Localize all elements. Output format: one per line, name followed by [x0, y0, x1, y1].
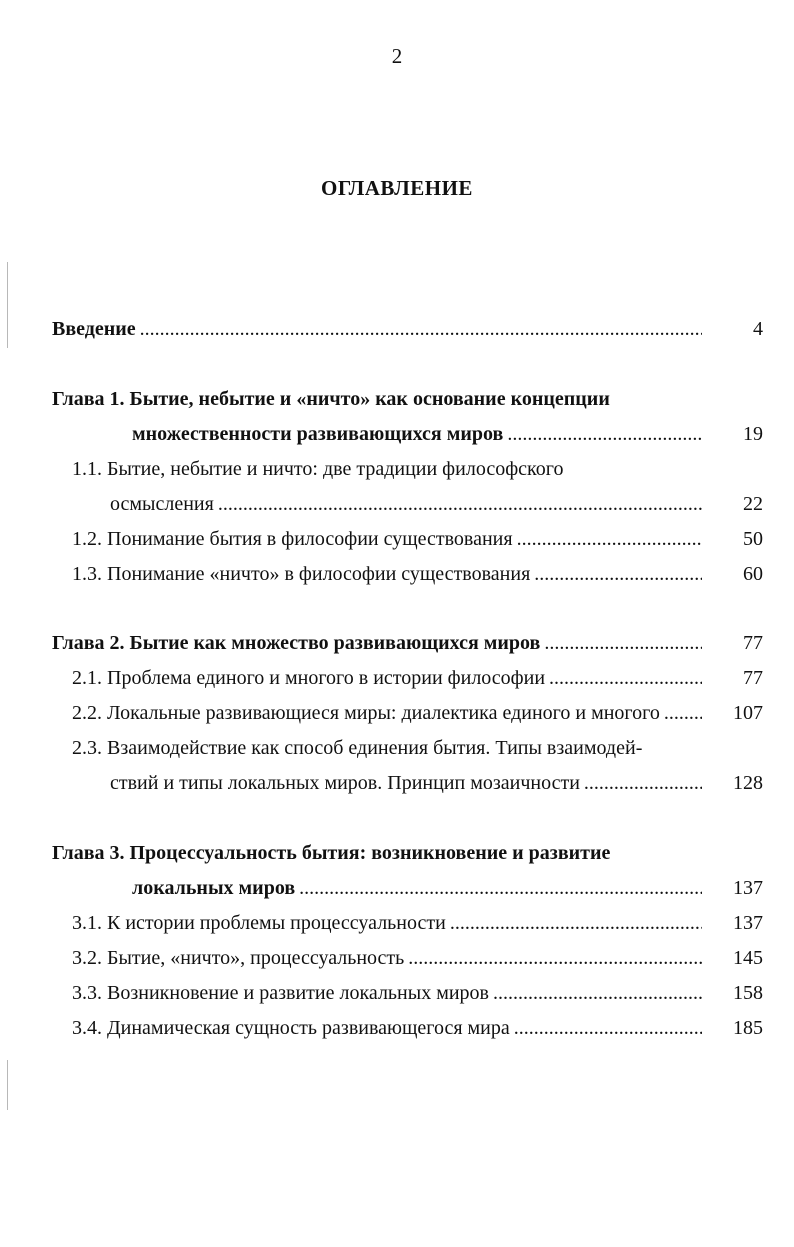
leader-dots: [517, 524, 702, 554]
toc-entry-text: 1.3. Понимание «ничто» в философии существования: [72, 563, 531, 585]
toc-entry-text: 3.4. Динамическая сущность развивающегося мира: [72, 1017, 510, 1039]
toc-page-number: 50: [743, 528, 763, 550]
toc-section-2-1[interactable]: [72, 663, 706, 693]
leader-dots: [584, 768, 702, 798]
leader-dots: [514, 1013, 702, 1043]
toc-page-number: 137: [733, 912, 763, 934]
toc-section-1-1-line2[interactable]: [110, 489, 706, 519]
toc-entry-text: осмысления: [110, 493, 214, 515]
toc-section-2-3-line1[interactable]: 2.3. Взаимодействие как способ единения бытия. Типы взаимодей-: [72, 737, 643, 759]
toc-entry-text: Введение: [52, 318, 136, 340]
toc-chapter-1-line2[interactable]: [132, 419, 706, 449]
leader-dots: [549, 663, 702, 693]
toc-page-number: 4: [753, 318, 763, 340]
toc-entry-text: ствий и типы локальных миров. Принцип мозаичности: [110, 772, 580, 794]
leader-dots: [544, 628, 702, 658]
toc-section-1-2[interactable]: [72, 524, 706, 554]
toc-page-number: 128: [733, 772, 763, 794]
toc-chapter-3-line1[interactable]: Глава 3. Процессуальность бытия: возникновение и развитие: [52, 842, 611, 864]
toc-entry-text: множественности развивающихся миров: [132, 423, 504, 445]
toc-page-number: 145: [733, 947, 763, 969]
toc-entry-text: 3.1. К истории проблемы процессуальности: [72, 912, 446, 934]
toc-entry-text: 2.1. Проблема единого и многого в истории философии: [72, 667, 546, 689]
toc-page-number: 60: [743, 563, 763, 585]
leader-dots: [218, 489, 702, 519]
toc-section-2-3-line2[interactable]: [110, 768, 706, 798]
toc-entry-text: 2.2. Локальные развивающиеся миры: диалектика единого и многого: [72, 702, 660, 724]
toc-entry-text: Глава 2. Бытие как множество развивающихся миров: [52, 632, 541, 654]
page-title: ОГЛАВЛЕНИЕ: [321, 176, 473, 200]
leader-dots: [507, 419, 702, 449]
toc-section-1-1-line1[interactable]: 1.1. Бытие, небытие и ничто: две традиции философского: [72, 458, 564, 480]
toc-page-number: 185: [733, 1017, 763, 1039]
toc-page-number: 22: [743, 493, 763, 515]
leader-dots: [408, 943, 702, 973]
toc-section-2-2[interactable]: [72, 698, 706, 728]
toc-section-3-1[interactable]: [72, 908, 706, 938]
leader-dots: [299, 873, 702, 903]
toc-chapter-1-line1[interactable]: Глава 1. Бытие, небытие и «ничто» как основание концепции: [52, 388, 610, 410]
toc-section-3-4[interactable]: [72, 1013, 706, 1043]
toc-page-number: 19: [743, 423, 763, 445]
leader-dots: [493, 978, 702, 1008]
toc-entry-text: 1.2. Понимание бытия в философии существования: [72, 528, 513, 550]
scan-edge-mark-top: [7, 262, 8, 348]
toc-page-number: 77: [743, 632, 763, 654]
toc-page-number: 107: [733, 702, 763, 724]
toc-page-number: 158: [733, 982, 763, 1004]
toc-entry-intro[interactable]: [52, 314, 706, 344]
leader-dots: [450, 908, 702, 938]
toc-entry-text: локальных миров: [132, 877, 296, 899]
toc-page-number: 137: [733, 877, 763, 899]
toc-chapter-2[interactable]: [52, 628, 706, 658]
leader-dots: [534, 559, 702, 589]
toc-chapter-3-line2[interactable]: [132, 873, 706, 903]
toc-page-number: 77: [743, 667, 763, 689]
toc-section-1-3[interactable]: [72, 559, 706, 589]
leader-dots: [140, 314, 702, 344]
scan-edge-mark-bottom: [7, 1060, 8, 1110]
toc-entry-text: 3.3. Возникновение и развитие локальных миров: [72, 982, 489, 1004]
toc-section-3-2[interactable]: [72, 943, 706, 973]
toc-entry-text: 3.2. Бытие, «ничто», процессуальность: [72, 947, 405, 969]
leader-dots: [664, 698, 702, 728]
page-number: 2: [391, 44, 403, 68]
toc-section-3-3[interactable]: [72, 978, 706, 1008]
